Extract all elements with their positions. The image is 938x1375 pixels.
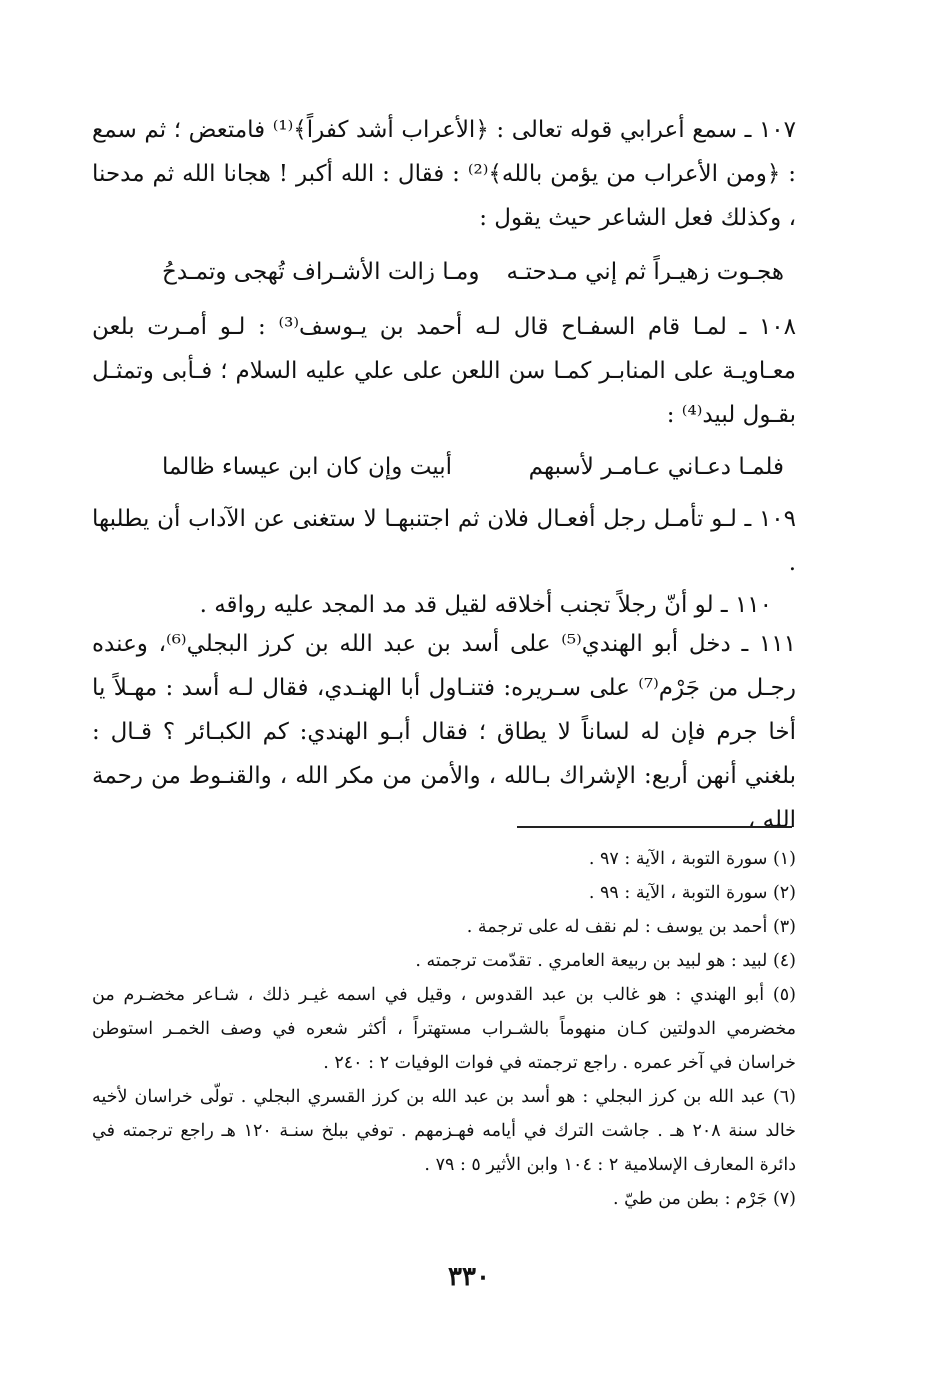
- paragraph-111: [92, 622, 796, 842]
- paragraph-108: [92, 305, 796, 437]
- footnote-4-number: (٤): [772, 951, 796, 971]
- paragraph-109: [92, 497, 796, 585]
- verse-2-second-hemistich: أبيت وإن كان ابن عيساء ظالما: [162, 454, 453, 480]
- footnote-5-number: (٥): [772, 985, 796, 1005]
- paragraph-107: [92, 108, 796, 240]
- footnote-3: [92, 910, 796, 944]
- footnote-1-number: (١): [772, 849, 796, 869]
- footnote-2: [92, 876, 796, 910]
- footnote-1: [92, 842, 796, 876]
- paragraph-111-text: ١١١ ـ دخل أبو الهندي⁽⁵⁾ على أسد بن عبد الله بن كرز البجلي⁽⁶⁾، وعنده رجـل من جَرْم⁽⁷⁾ على سـريره: فتنـاول أبا الهنـدي، فقال لـه أسد : مهـلاً يا أخا جرم فإن له لساناً لا يطاق ؛ فقال أبـو الهندي: كم الكبـائر ؟ قـال : بلغني أنهن أربع: الإشراك بـالله ، والأمن من مكر الله ، والقنـوط من رحمة الله ،: [92, 631, 796, 833]
- paragraph-110: [92, 585, 796, 625]
- paragraph-107-text: ١٠٧ ـ سمع أعرابي قوله تعالى : ﴿الأعراب أشد كفراً﴾⁽¹⁾ فامتعض ؛ ثم سمع : ﴿ومن الأعراب من يؤمن بالله﴾⁽²⁾ : فقال : الله أكبر ! هجانا الله ثم مدحنا ، وكذلك فعل الشاعر حيث يقول :: [92, 117, 797, 231]
- footnote-7-number: (٧): [772, 1189, 796, 1209]
- paragraph-110-text: ١١٠ ـ لو أنّ رجلاً تجنب أخلاقه لقيل قد مد المجد عليه رواقه .: [199, 592, 772, 618]
- footnote-separator: [517, 826, 792, 828]
- footnote-5-text: أبو الهندي : هو غالب بن عبد القدوس ، وقيل في اسمه غيـر ذلك ، شـاعر مخضـرم من مخضرمي الدولتين كـان منهوماً بالشـراب مستهتراً ، أكثر شعره في وصف الخمـر استوطن خراسان في آخر عمره . راجع ترجمته في فوات الوفيات ٢ : ٢٤٠ .: [92, 985, 796, 1073]
- verse-1-first-hemistich: هجـوت زهيـراً ثم إني مـدحتـه: [506, 259, 784, 285]
- footnote-2-text: سورة التوبة ، الآية : ٩٩ .: [588, 883, 768, 903]
- paragraph-109-text: ١٠٩ ـ لـو تأمـل رجل أفعـال فلان ثم اجتنبهـا لا ستغنى عن الآداب أن يطلبها .: [92, 506, 796, 576]
- footnote-7-text: جَرْم : بطن من طيّ .: [613, 1189, 768, 1209]
- footnote-6-text: عبد الله بن كرز البجلي : هو أسد بن عبد الله بن كرز القسري البجلي . تولّى خراسان لأخيه خالد سنة ٢٠٨ هـ . جاشت الترك في أيامه فهـزمهم . توفي ببلخ سنـة ١٢٠ هـ راجع ترجمته في دائرة المعارف الإسلامية ٢ : ١٠٤ وابن الأثير ٥ : ٧٩ .: [92, 1087, 796, 1175]
- footnote-4-text: لبيد : هو لبيد بن ربيعة العامري . تقدّمت ترجمته .: [415, 951, 768, 971]
- footnote-5: [92, 978, 796, 1080]
- verse-2-first-hemistich: فلمـا دعـاني عـامـر لأسبهم: [528, 454, 784, 480]
- footnote-7: [92, 1182, 796, 1216]
- footnote-3-number: (٣): [772, 917, 796, 937]
- footnote-1-text: سورة التوبة ، الآية : ٩٧ .: [588, 849, 768, 869]
- paragraph-108-text: ١٠٨ ـ لمـا قام السفـاح قال لـه أحمد بن يـوسف⁽³⁾ : لـو أمـرت بلعن معـاويـة على المنابـر كمـا سن اللعن على علي عليه السلام ؛ فـأبى وتمثـل بقـول لبيد⁽⁴⁾ :: [92, 314, 797, 428]
- verse-line-1: [92, 250, 796, 294]
- verse-1-second-hemistich: ومـا زالت الأشـراف تُهجى وتمـدحُ: [162, 259, 480, 285]
- page-number: ٣٣٠: [448, 1262, 490, 1292]
- footnote-3-text: أحمد بن يوسف : لم نقف له على ترجمة .: [466, 917, 768, 937]
- footnote-2-number: (٢): [772, 883, 796, 903]
- footnotes: [92, 842, 796, 1216]
- footnote-6-number: (٦): [772, 1087, 796, 1107]
- verse-line-2: [92, 445, 796, 489]
- footnote-6: [92, 1080, 796, 1182]
- footnote-4: [92, 944, 796, 978]
